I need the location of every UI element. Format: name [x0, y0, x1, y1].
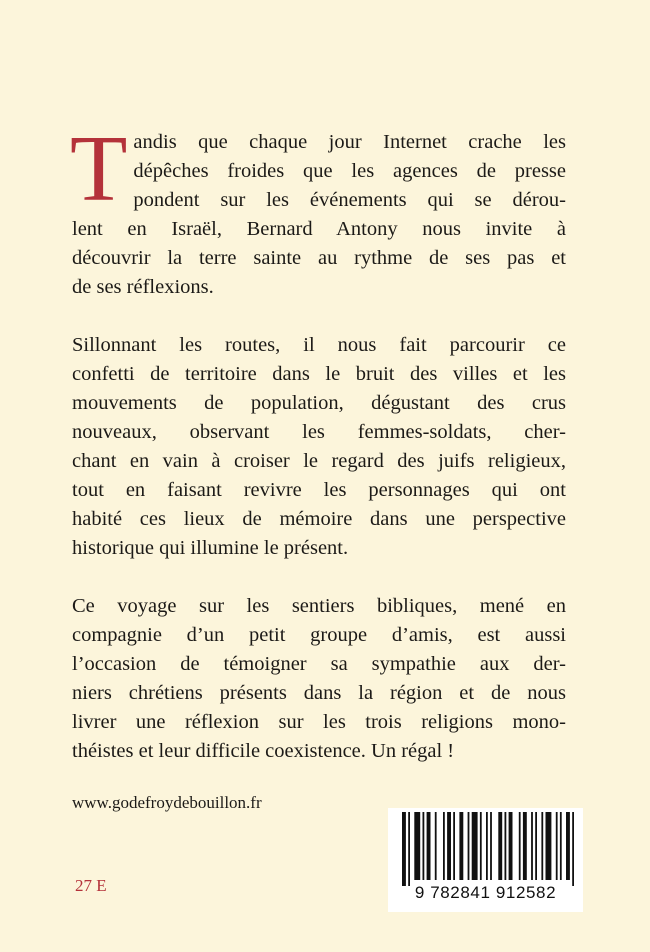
back-cover-blurb	[70, 117, 566, 795]
barcode-bar	[560, 812, 562, 880]
drop-cap: T	[70, 117, 128, 221]
text-line: livrer une réflexion sur les trois religions mono-	[72, 711, 566, 733]
text-line: compagnie d’un petit groupe d’amis, est aussi	[72, 624, 566, 646]
publisher-website: www.godefroydebouillon.fr	[72, 793, 262, 812]
barcode-bar	[443, 812, 445, 880]
text-line: historique qui illumine le présent.	[72, 537, 349, 559]
text-line: nouveaux, observant les femmes-soldats, cher-	[72, 421, 566, 443]
text-line: niers chrétiens présents dans la région et de nous	[72, 682, 566, 704]
barcode-bar	[523, 812, 527, 880]
paragraph-2	[72, 331, 566, 563]
barcode-bar	[453, 812, 455, 880]
text-line: Sillonnant les routes, il nous fait parcourir ce	[72, 334, 566, 356]
barcode-bar	[541, 812, 543, 880]
barcode-bar	[519, 812, 521, 880]
text-line: pondent sur les événements qui se dérou-	[133, 189, 566, 211]
isbn-barcode	[388, 808, 583, 912]
text-line: théistes et leur difficile coexistence. Un régal !	[72, 740, 455, 762]
price-label: 27 E	[75, 876, 107, 895]
barcode-bar	[486, 812, 488, 880]
barcode-bar	[531, 812, 533, 880]
barcode-bar	[509, 812, 513, 880]
barcode-bar	[505, 812, 507, 880]
paragraph-1	[70, 117, 566, 302]
barcode-bar	[572, 812, 574, 886]
barcode-bar	[423, 812, 425, 880]
barcode-bar	[459, 812, 463, 880]
barcode-bar	[402, 812, 406, 886]
paragraph-3	[72, 592, 566, 766]
barcode-bar	[566, 812, 570, 880]
text-line: mouvements de population, dégustant des crus	[72, 392, 566, 414]
text-line: andis que chaque jour Internet crache les	[133, 131, 566, 153]
barcode-bar	[535, 812, 537, 880]
text-line: confetti de territoire dans le bruit des villes et les	[72, 363, 566, 385]
text-line: de ses réflexions.	[72, 276, 214, 298]
barcode-bar	[546, 812, 552, 880]
text-line: habité ces lieux de mémoire dans une perspective	[72, 508, 566, 530]
text-line: tout en faisant revivre les personnages qui ont	[72, 479, 566, 501]
barcode-bar	[490, 812, 492, 880]
text-line: chant en vain à croiser le regard des juifs religieux,	[72, 450, 566, 472]
barcode-bar	[435, 812, 437, 880]
barcode-bar	[556, 812, 558, 880]
text-line: dépêches froides que les agences de presse	[133, 160, 566, 182]
barcode-bar	[447, 812, 451, 880]
text-line: découvrir la terre sainte au rythme de ses pas et	[72, 247, 566, 269]
barcode-bar	[427, 812, 431, 880]
barcode-bar	[472, 812, 478, 880]
text-line: Ce voyage sur les sentiers bibliques, mené en	[72, 595, 566, 617]
isbn-number: 9 782841 912582	[414, 883, 557, 902]
barcode-bar	[408, 812, 410, 886]
barcode-bar	[468, 812, 470, 880]
barcode-bar	[414, 812, 420, 880]
text-line: l’occasion de témoigner sa sympathie aux der-	[72, 653, 566, 675]
barcode-bar	[480, 812, 482, 880]
barcode-bar	[498, 812, 502, 880]
text-line: lent en Israël, Bernard Antony nous invite à	[72, 218, 566, 240]
